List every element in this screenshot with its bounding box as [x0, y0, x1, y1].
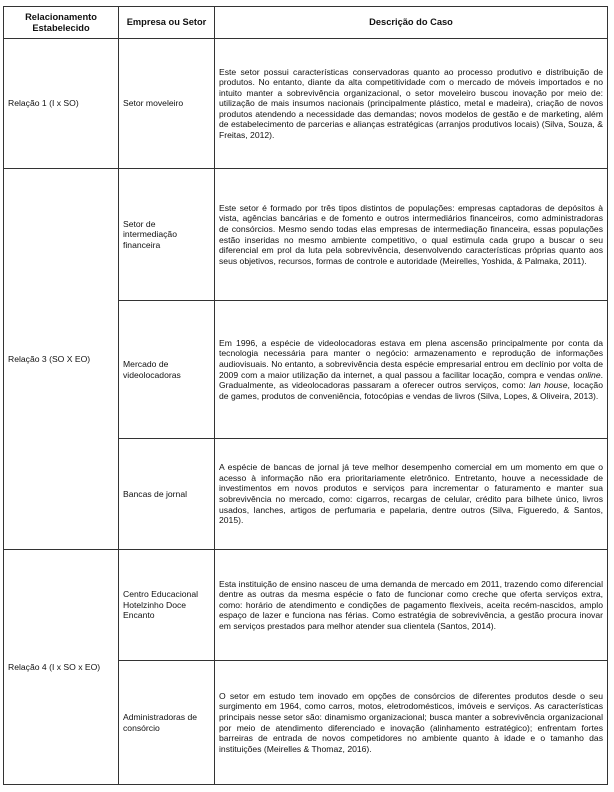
- desc-italic-term: lan house: [529, 380, 568, 391]
- sector-name: Bancas de jornal: [119, 439, 215, 550]
- header-description: Descrição do Caso: [215, 7, 608, 39]
- desc-text-part: Em 1996, a espécie de videolocadoras estava em plena ascensão principalmente por conta da tecnologia necessária para manter o negócio: armazenamento e reprodução de informações audiovisuais. No entanto, a sobrevivência desta espécie empresarial entrou em declínio por volta de 2009 com a maior utilização da internet, a qual passou a facilitar locação, compra e vendas: [219, 337, 603, 380]
- case-description: O setor em estudo tem inovado em opções de consórcios de diferentes produtos desde o seu surgimento em 1964, como carros, motos, eletrodomésticos, imóveis e serviços. As características principais nesse setor são: dinamismo organizacional; busca manter a sobrevivência organizacional por meio de atendimento diferenciado e inovação (alinhamento estratégico); enfrentam fortes barreiras de entrada de novos competidores no ambiente quanto à idade e o tamanho das instituições (Meirelles & Thomaz, 2016).: [215, 661, 608, 785]
- header-sector: Empresa ou Setor: [119, 7, 215, 39]
- case-table: [3, 6, 608, 785]
- header-relationship: Relacionamento Estabelecido: [4, 7, 119, 39]
- sector-name: Centro Educacional Hotelzinho Doce Encanto: [119, 550, 215, 661]
- desc-text-part: . Gradualmente, as videolocadoras passaram a oferecer outros serviços, como:: [219, 369, 603, 391]
- relation-label: Relação 3 (SO X EO): [4, 169, 119, 550]
- table-row: [4, 39, 608, 169]
- case-description: [215, 301, 608, 439]
- case-description: Este setor é formado por três tipos distintos de populações: empresas captadoras de depósitos à vista, agências bancárias e de fomento e outros intermediários financeiros, como administradoras de consórcios. Mesmo sendo todas elas empresas de intermediação financeira, essas populações estão inseridas no mesmo ambiente competitivo, o qual estimula cada grupo a buscar o seu diferencial em prol da luta pela sobrevivência, desenvolvendo características próprias quanto aos seus objetivos, recursos, formas de controle e autoridade (Meirelles, Yoshida, & Palmaka, 2011).: [215, 169, 608, 301]
- case-description: A espécie de bancas de jornal já teve melhor desempenho comercial em um momento em que o acesso à informação não era prioritariamente eletrônico. Entretanto, houve a necessidade de investimentos em novos produtos e serviços para incrementar o faturamento e manter sua sobrevivência no mercado, como: cigarros, recargas de celular, crédito para bilhete único, livros usados, lanches, artigos de perfumaria e papelaria, dentre outros (Silva, Figueredo, & Santos, 2015).: [215, 439, 608, 550]
- case-description: Este setor possui características conservadoras quanto ao processo produtivo e distribuição de produtos. No entanto, diante da alta competitividade com o mercado de móveis importados e no intuito manter a sobrevivência organizacional, o setor moveleiro buscou inovação por meio de: utilização de mais insumos nacionais (principalmente plástico, metal e madeira), criação de novos produtos atendendo a necessidade das demandas; novos modelos de gestão e de marketing, além de estabelecimento de parcerias e alianças estratégicas (arranjos produtivos locais) (Silva, Souza, & Freitas, 2012).: [215, 39, 608, 169]
- relation-label: Relação 1 (I x SO): [4, 39, 119, 169]
- table-row: [4, 169, 608, 301]
- sector-name: Setor moveleiro: [119, 39, 215, 169]
- sector-name: Mercado de videolocadoras: [119, 301, 215, 439]
- table-header-row: [4, 7, 608, 39]
- relation-label: Relação 4 (I x SO x EO): [4, 550, 119, 785]
- table-row: [4, 550, 608, 661]
- case-description: Esta instituição de ensino nasceu de uma demanda de mercado em 2011, trazendo como diferencial dentre as outras da mesma espécie o fato de funcionar como creche que oferta serviços extra, como: horário de atendimento e condições de pagamento flexíveis, aceita recém-nascidos, amplo espaço de lazer e funciona nas férias. Como estratégia de sobrevivência, a gestão procura inovar em serviços prestados para melhor atender sua clientela (Santos, 2014).: [215, 550, 608, 661]
- sector-name: Administradoras de consórcio: [119, 661, 215, 785]
- desc-text-part: , locação de games, produtos de conveniência, fotocópias e vendas de livros (Silva, Lopes, & Oliveira, 2013).: [219, 380, 603, 401]
- sector-name: Setor de intermediação financeira: [119, 169, 215, 301]
- desc-italic-term: online: [577, 369, 601, 380]
